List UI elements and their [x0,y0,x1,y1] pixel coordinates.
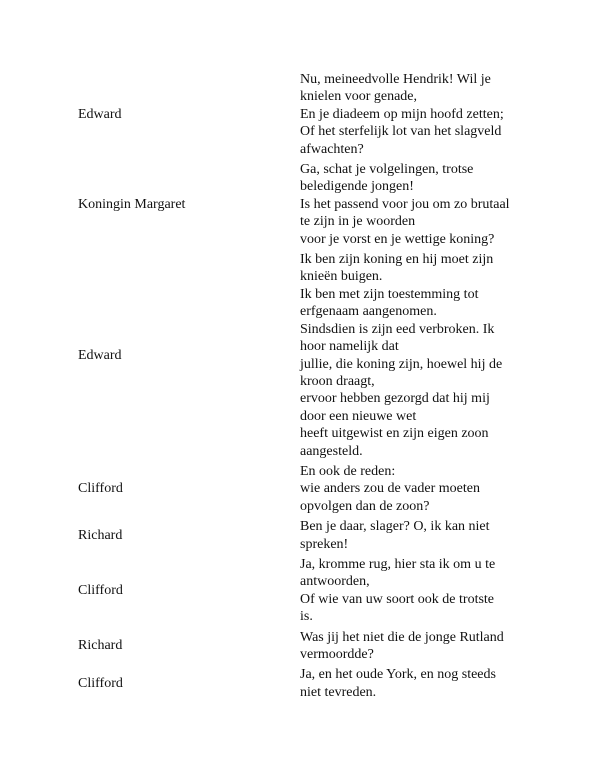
speech-line: erfgenaam aangenomen. [300,304,437,320]
dialogue-entry [78,71,538,158]
dialogue-entry [78,161,538,248]
speech-line: En je diadeem op mijn hoofd zetten; [300,106,504,122]
speech-line: voor je vorst en je wettige koning? [300,231,495,247]
speaker-name: Richard [78,527,123,543]
speech-line: beledigende jongen! [300,179,414,195]
speech-line: door een nieuwe wet [300,408,417,424]
speech-text [300,251,530,460]
speech-text [300,463,530,515]
speech-line: knieën buigen. [300,269,383,285]
speech-line: spreken! [300,536,349,552]
speech-line: jullie, die koning zijn, hoewel hij de [300,356,503,372]
speech-line: heeft uitgewist en zijn eigen zoon [300,426,489,442]
dialogue-entry [78,666,538,701]
speech-line: niet tevreden. [300,684,377,700]
dialogue-table [78,71,538,704]
speech-line: kroon draagt, [300,373,375,389]
speech-line: Ben je daar, slager? O, ik kan niet [300,519,490,535]
speech-line: afwachten? [300,141,364,157]
speech-line: ervoor hebben gezorgd dat hij mij [300,391,490,407]
speaker-name: Richard [78,638,123,654]
speech-line: vermoordde? [300,647,374,662]
speech-text [300,518,530,553]
speech-text [300,556,530,626]
speaker-name: Edward [78,347,122,363]
speaker-name: Clifford [78,481,123,497]
speech-line: wie anders zou de vader moeten [300,481,480,497]
dialogue-entry [78,518,538,553]
speaker-name: Edward [78,106,122,122]
speech-line: aangesteld. [300,443,363,459]
speaker-name: Clifford [78,583,123,599]
dialogue-entry [78,629,538,664]
speech-line: antwoorden, [300,574,370,590]
speech-line: En ook de reden: [300,463,396,479]
speech-line: Of het sterfelijk lot van het slagveld [300,124,502,140]
speech-line: Nu, meineedvolle Hendrik! Wil je [300,72,491,87]
speech-line: Ja, en het oude York, en nog steeds [300,667,496,683]
speaker-name: Clifford [78,676,123,692]
speech-text [300,629,530,664]
speech-line: Ga, schat je volgelingen, trotse [300,162,474,178]
dialogue-entry [78,463,538,515]
speech-line: Ik ben met zijn toestemming tot [300,286,479,302]
speech-line: Ja, kromme rug, hier sta ik om u te [300,556,496,572]
speech-line: Sindsdien is zijn eed verbroken. Ik [300,321,495,337]
speech-line: Was jij het niet die de jonge Rutland [300,629,504,645]
speech-line: Of wie van uw soort ook de trotste [300,591,495,607]
speech-line: te zijn in je woorden [300,214,416,230]
speech-line: Is het passend voor jou om zo brutaal [300,196,510,212]
speech-text [300,71,530,158]
speech-line: knielen voor genade, [300,89,418,105]
speaker-name: Koningin Margaret [78,196,186,212]
speech-text [300,161,530,248]
speech-text [300,666,530,701]
speech-line: Ik ben zijn koning en hij moet zijn [300,252,494,268]
speech-line: opvolgen dan de zoon? [300,498,430,514]
dialogue-entry [78,251,538,460]
speech-line: hoor namelijk dat [300,339,399,355]
dialogue-entry [78,556,538,626]
speech-line: is. [300,609,313,625]
